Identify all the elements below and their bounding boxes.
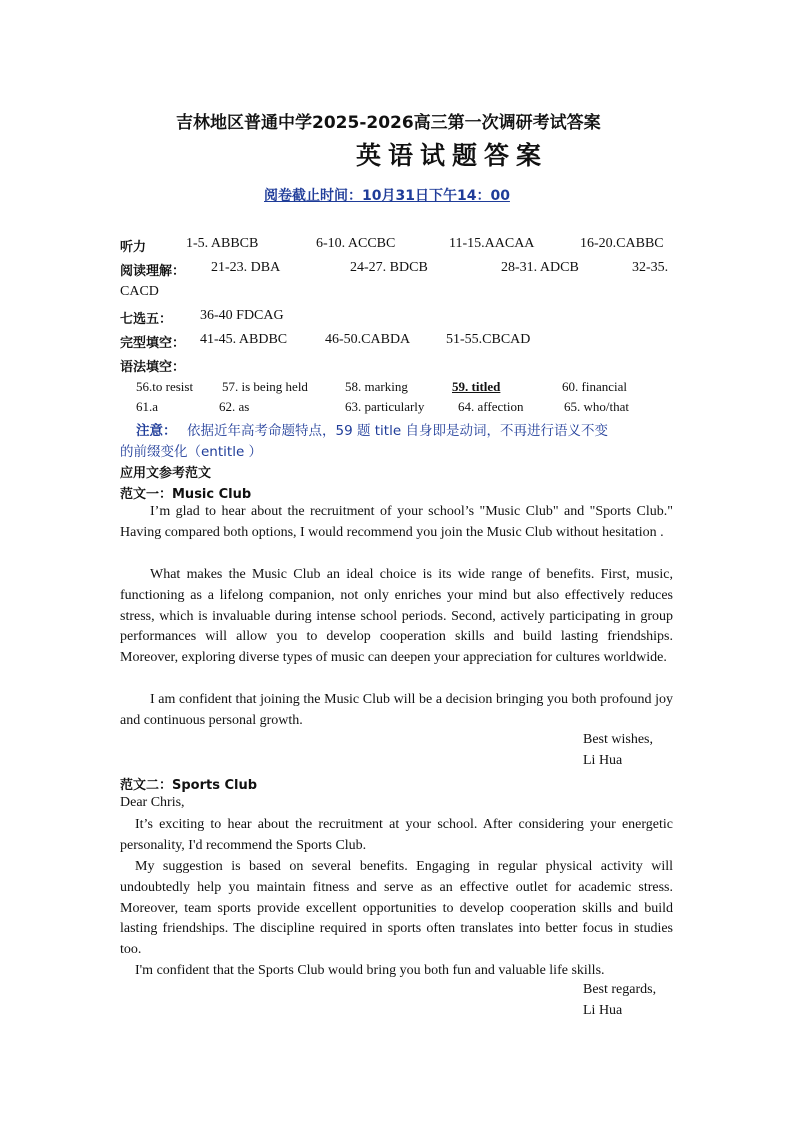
reading-answers-2: 24-27. BDCB [350,260,428,275]
sample2-closing: Best regards, [583,982,657,997]
grammar-answer-65: 65. who/that [564,399,629,414]
grammar-answer-58: 58. marking [345,379,408,394]
sample2-paragraph-2: My suggestion is based on several benefits. Engaging in regular physical activity will undoubtedly help you maintain fitness and serve as an effective outlet for academic stress. Moreover, team sports provide excellent opportunities to develop cooperation skills and build lasting friendships. The discipline required in sports often translates into better focus in studies too. [120,859,673,958]
listening-answers-3: 11-15.AACAA [449,236,535,251]
grammar-answer-61: 61.a [136,399,159,414]
sample2-title: 范文二：Sports Club [120,778,258,793]
listening-answers-4: 16-20.CABBC [580,236,664,251]
seven-choose-five-label: 七选五： [120,312,173,327]
writing-section-title: 应用文参考范文 [120,466,212,481]
sample2-paragraph-3: I'm confident that the Sports Club would bring you both fun and valuable life skills. [135,963,605,978]
sample2-signature: Li Hua [583,1003,623,1018]
reading-label: 阅读理解： [120,264,186,279]
cloze-label: 完型填空： [120,336,186,351]
cloze-answers-3: 51-55.CBCAD [446,332,531,347]
grammar-answer-62: 62. as [219,399,250,414]
listening-answers-1: 1-5. ABBCB [186,236,259,251]
grammar-answer-57: 57. is being held [222,379,308,394]
grammar-label: 语法填空： [120,360,186,375]
grammar-answer-60: 60. financial [562,379,627,394]
sample1-closing: Best wishes, [583,732,653,747]
cloze-answers-2: 46-50.CABDA [325,332,411,347]
school-title: 吉林地区普通中学2025-2026高三第一次调研考试答案 [176,113,601,133]
sample1-title: 范文一：Music Club [120,487,252,502]
grammar-answer-64: 64. affection [458,399,524,414]
reading-answers-overflow: CACD [120,284,159,299]
grammar-note-line1: 依据近年高考命题特点，59 题 title 自身即是动词，不再进行语义不变 [187,423,608,439]
grammar-note-label: 注意： [136,423,177,439]
grammar-answer-59: 59. titled [452,379,501,394]
reading-answers-4: 32-35. [632,260,669,275]
reading-answers-1: 21-23. DBA [211,260,281,275]
listening-label: 听力 [120,240,147,255]
reading-answers-3: 28-31. ADCB [501,260,579,275]
sample1-paragraph-2: What makes the Music Club an ideal choice is its wide range of benefits. First, music, functioning as a lifelong companion, not only enriches your mind but also effectively reduces stress, which is invaluable during intense school periods. Second, actively participating in group performances will allow you to develop cooperation skills and build lasting friendships. Moreover, exploring diverse types of music can deepen your appreciation for cultures worldwide. [120,567,673,666]
sample2-paragraph-1: It’s exciting to hear about the recruitment at your school. After considering your energetic personality, I'd recommend the Sports Club. [120,817,673,853]
cloze-answers-1: 41-45. ABDBC [200,332,288,347]
grammar-answer-63: 63. particularly [345,399,425,414]
subject-title: 英语试题答案 [356,141,549,170]
sample2-greeting: Dear Chris, [120,795,185,810]
sample1-signature: Li Hua [583,753,623,768]
deadline-note: 阅卷截止时间：10月31日下午14：00 [264,188,510,204]
grammar-note-line2: 的前缀变化（entitle ） [120,444,263,460]
seven-choose-five-answers: 36-40 FDCAG [200,308,284,323]
grammar-answer-56: 56.to resist [136,379,194,394]
sample1-paragraph-3: I am confident that joining the Music Club will be a decision bringing you both profound joy and continuous personal growth. [120,692,673,728]
listening-answers-2: 6-10. ACCBC [316,236,396,251]
sample1-paragraph-1: I’m glad to hear about the recruitment of your school’s "Music Club" and "Sports Club." Having compared both options, I would recommend you join the Music Club without hesitation . [120,504,673,540]
